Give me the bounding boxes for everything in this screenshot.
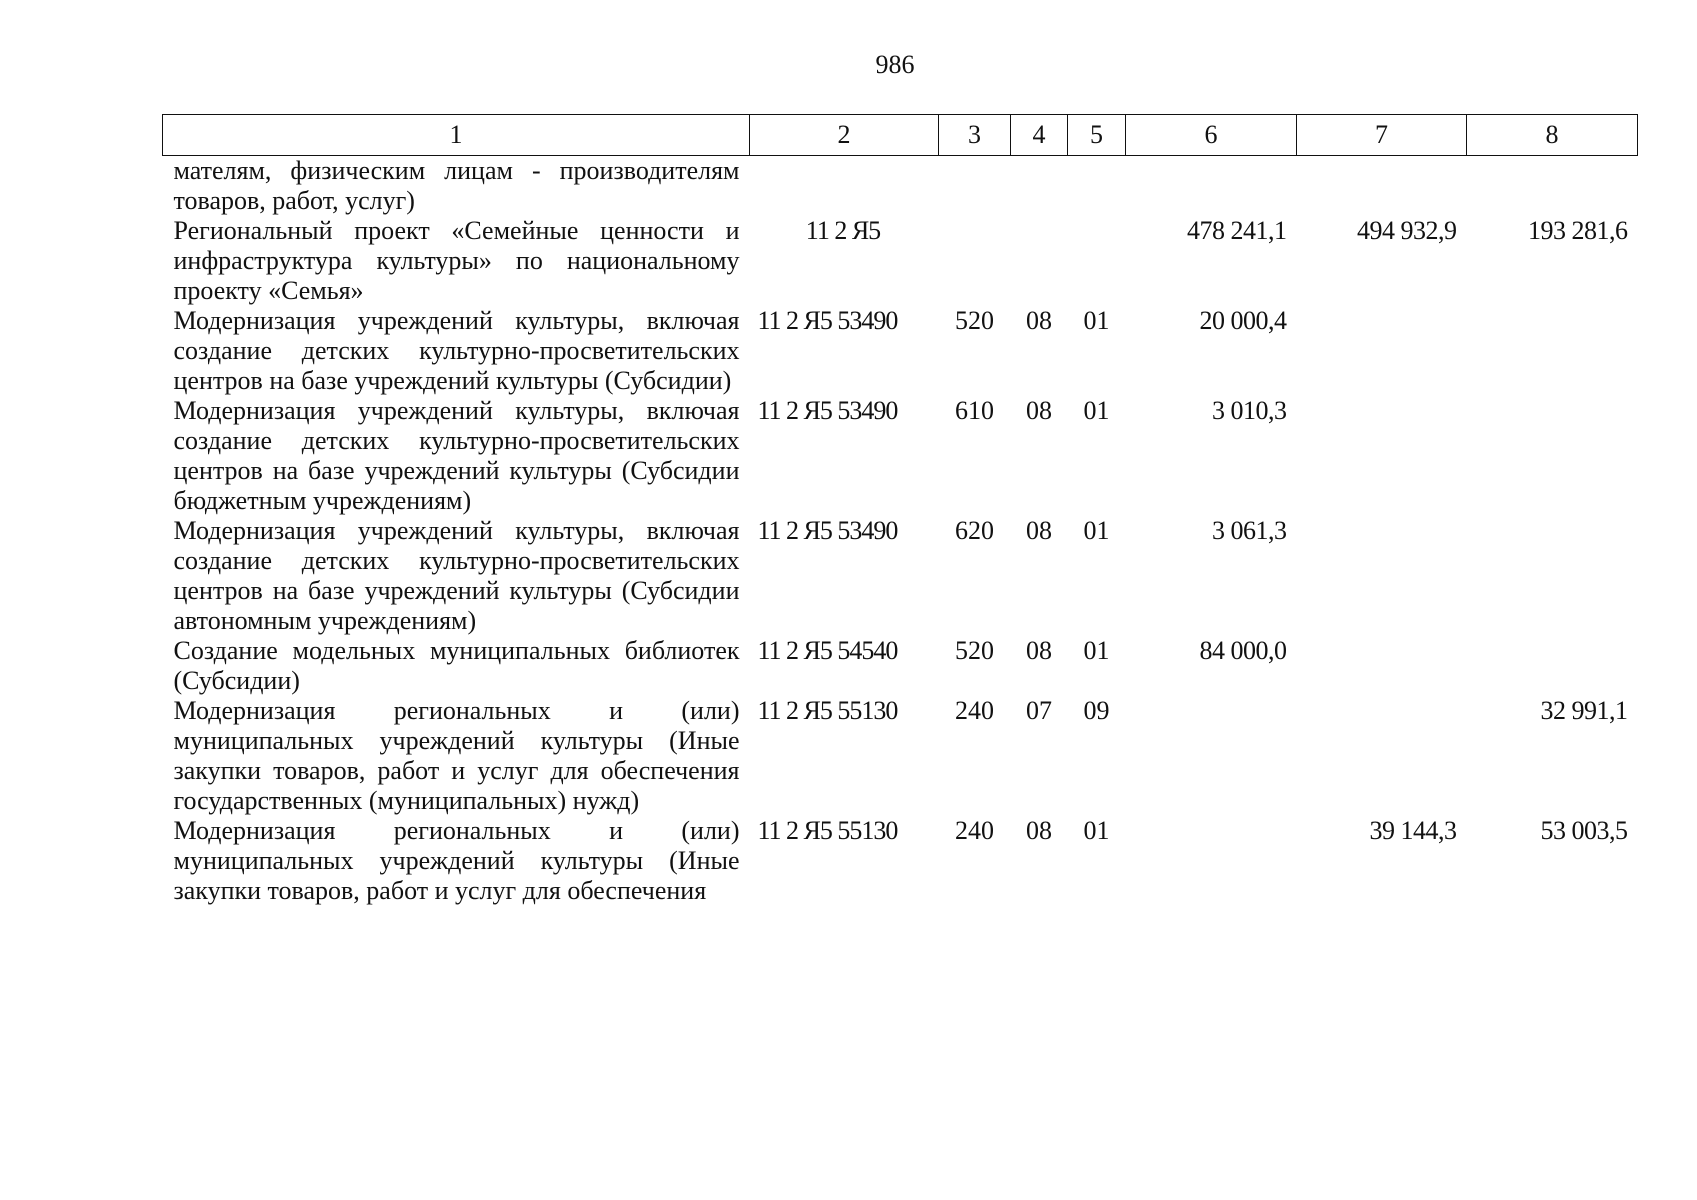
row-description: Модернизация региональных и (или) муниципальных учреждений культуры (Иные закупки товаров, работ и услуг для обеспечения государственных (муниципальных) нужд) [173,696,740,815]
row-amount-col6: 478 241,1 [1187,216,1287,245]
budget-table [162,114,1638,906]
row-amount-col6: 3 010,3 [1212,396,1287,425]
row-amount-col8 [1467,156,1638,217]
row-subsection [1068,216,1126,306]
column-header: 8 [1467,115,1638,156]
row-description: Модернизация учреждений культуры, включая создание детских культурно-просветительских центров на базе учреждений культуры (Субсидии) [173,306,740,395]
row-amount-col7: 494 932,9 [1357,216,1457,245]
row-code: 11 2 Я5 53490 [757,396,898,425]
row-amount-col8 [1467,516,1638,636]
row-amount-col8: 53 003,5 [1540,816,1628,845]
row-expense-type: 620 [955,516,994,545]
row-amount-col8 [1467,306,1638,396]
row-code: 11 2 Я5 53490 [757,516,898,545]
row-description: Модернизация учреждений культуры, включая создание детских культурно-просветительских центров на базе учреждений культуры (Субсидии бюджетным учреждениям) [173,396,740,515]
row-subsection: 01 [1083,306,1110,335]
row-section: 08 [1026,816,1052,845]
column-header: 7 [1297,115,1467,156]
row-code: 11 2 Я5 54540 [757,636,898,665]
table-row [163,306,1638,396]
row-description: Модернизация учреждений культуры, включая создание детских культурно-просветительских центров на базе учреждений культуры (Субсидии автономным учреждениям) [173,516,740,635]
row-expense-type: 520 [955,306,994,335]
row-section: 08 [1026,516,1052,545]
row-amount-col7 [1297,696,1467,816]
table-row [163,636,1638,696]
row-code: 11 2 Я5 55130 [757,696,898,725]
table-row [163,696,1638,816]
row-expense-type: 520 [955,636,994,665]
column-header: 3 [939,115,1011,156]
row-amount-col7 [1297,396,1467,516]
row-expense-type [939,216,1011,306]
table-row [163,816,1638,906]
row-subsection: 01 [1083,816,1110,845]
row-amount-col6 [1126,696,1297,816]
row-section: 07 [1026,696,1052,725]
row-amount-col6 [1126,816,1297,906]
row-expense-type: 240 [955,696,994,725]
row-amount-col8: 193 281,6 [1528,216,1628,245]
row-amount-col6: 3 061,3 [1212,516,1287,545]
column-header: 5 [1068,115,1126,156]
row-amount-col6: 84 000,0 [1199,636,1287,665]
row-amount-col8: 32 991,1 [1540,696,1628,725]
row-description: Модернизация региональных и (или) муниципальных учреждений культуры (Иные закупки товаров, работ и услуг для обеспечения [173,816,740,905]
column-header: 2 [750,115,939,156]
row-amount-col7: 39 144,3 [1369,816,1457,845]
row-section: 08 [1026,636,1052,665]
row-description: Региональный проект «Семейные ценности и инфраструктура культуры» по национальному проекту «Семья» [173,216,740,305]
table-row [163,156,1638,217]
row-amount-col7 [1297,636,1467,696]
row-subsection: 09 [1083,696,1110,725]
row-amount-col7 [1297,516,1467,636]
table-header-row [163,115,1638,156]
table-row [163,516,1638,636]
table-row [163,216,1638,306]
row-amount-col7 [1297,156,1467,217]
row-expense-type: 610 [955,396,994,425]
row-code: 11 2 Я5 53490 [757,306,898,335]
row-description: мателям, физическим лицам - производителям товаров, работ, услуг) [173,156,740,215]
row-subsection: 01 [1083,636,1110,665]
row-expense-type [939,156,1011,217]
row-amount-col7 [1297,306,1467,396]
row-section [1011,216,1068,306]
row-expense-type: 240 [955,816,994,845]
row-section [1011,156,1068,217]
row-code: 11 2 Я5 55130 [757,816,898,845]
row-section: 08 [1026,396,1052,425]
row-code: 11 2 Я5 [805,216,881,245]
column-header: 1 [163,115,750,156]
row-subsection [1068,156,1126,217]
row-section: 08 [1026,306,1052,335]
page-number: 986 [875,50,915,79]
row-code [750,156,939,217]
table-row [163,396,1638,516]
row-amount-col8 [1467,636,1638,696]
row-amount-col6: 20 000,4 [1199,306,1287,335]
column-header: 4 [1011,115,1068,156]
row-amount-col8 [1467,396,1638,516]
column-header: 6 [1126,115,1297,156]
row-subsection: 01 [1083,396,1110,425]
row-amount-col6 [1126,156,1297,217]
row-subsection: 01 [1083,516,1110,545]
row-description: Создание модельных муниципальных библиотек (Субсидии) [173,636,740,695]
